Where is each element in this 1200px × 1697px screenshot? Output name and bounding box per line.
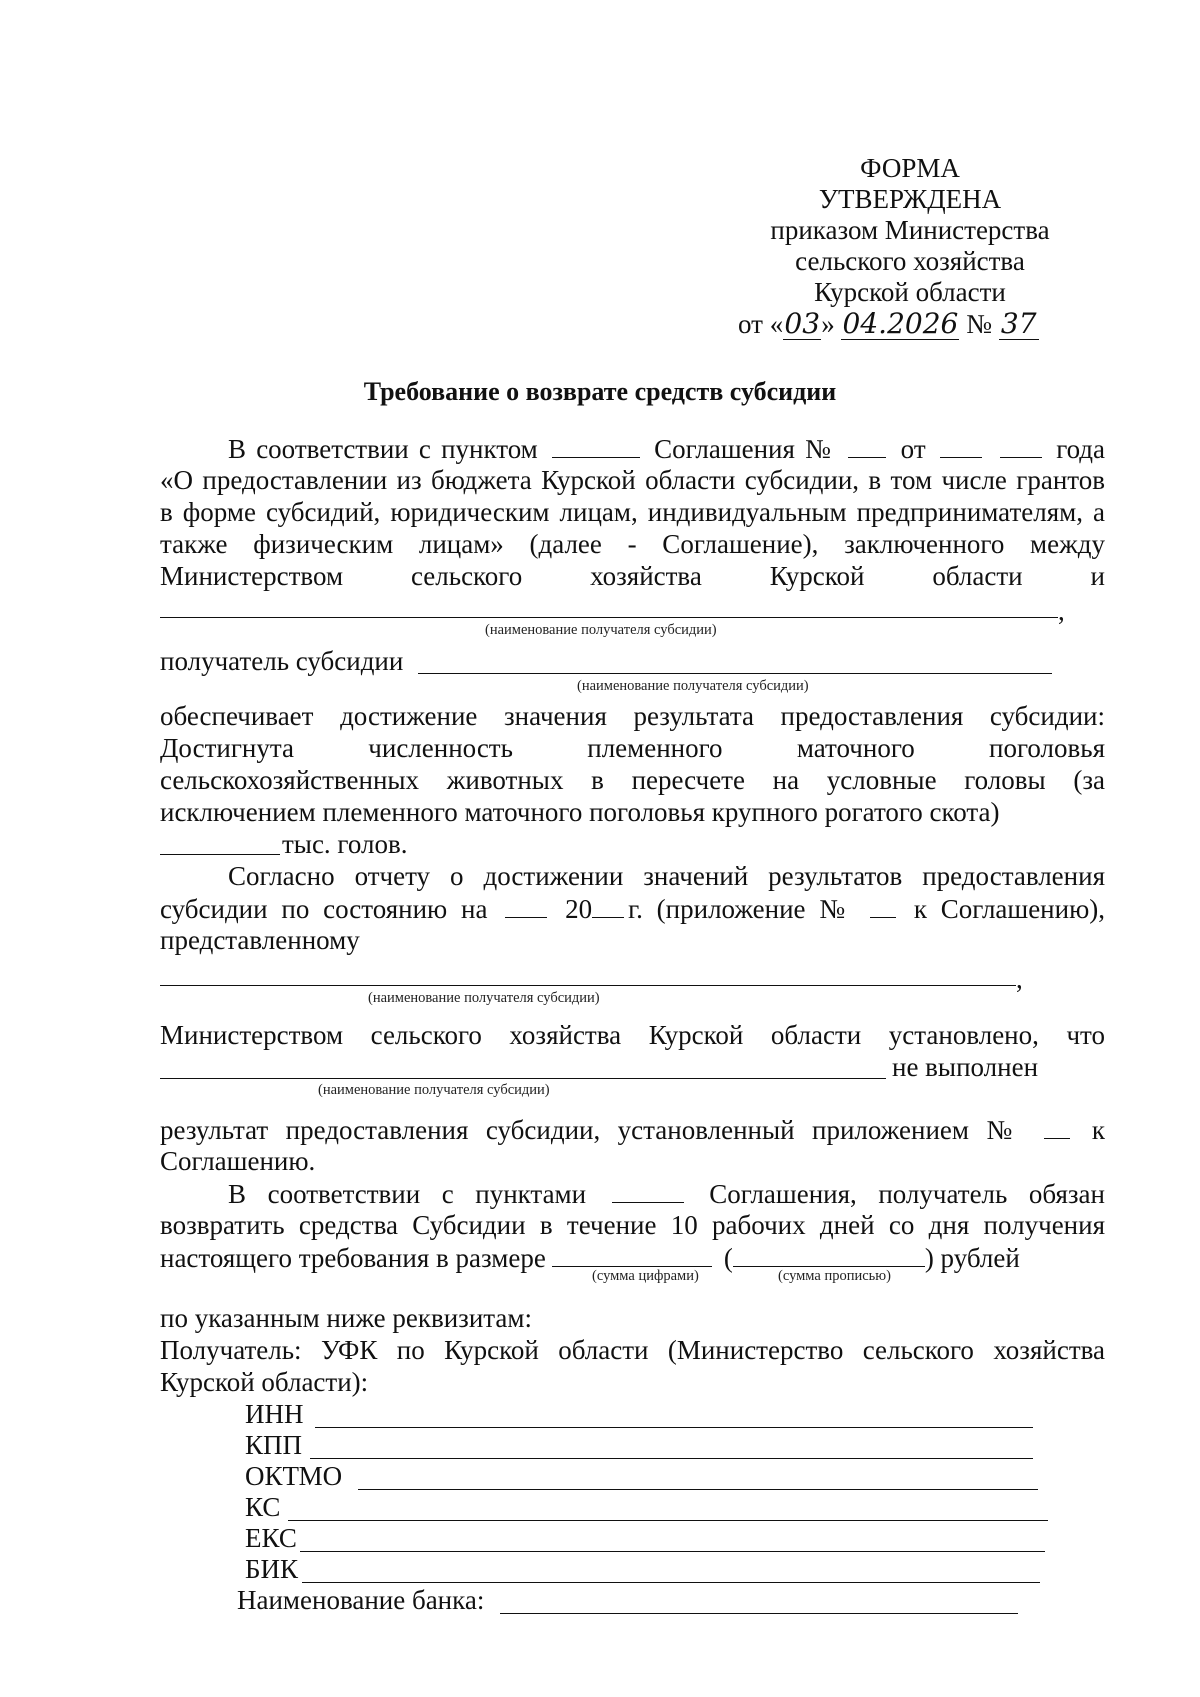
- para4-line3: [160, 1114, 1105, 1146]
- field-ks-label: КС: [245, 1492, 281, 1522]
- recipient-name-line-4: [160, 1078, 886, 1079]
- para1-text-a: В соответствии с пунктом: [228, 434, 538, 464]
- date-mid: »: [821, 309, 835, 339]
- field-oktmo-line[interactable]: [358, 1489, 1038, 1490]
- caption-amount-digits: (сумма цифрами): [592, 1268, 699, 1284]
- appendix-number-blank: [870, 893, 896, 918]
- amount-words-blank: [733, 1242, 925, 1267]
- field-eks-line[interactable]: [300, 1551, 1045, 1552]
- header-form-label: ФОРМА: [860, 153, 960, 183]
- caption-recipient-2: (наименование получателя субсидии): [577, 678, 809, 694]
- field-eks-label: ЕКС: [245, 1523, 297, 1553]
- amount-digits-blank: [552, 1242, 712, 1267]
- para3-text-a: субсидии по состоянию на: [160, 894, 488, 924]
- recipient-label: получатель субсидии: [160, 646, 404, 676]
- report-year-blank: [592, 893, 624, 918]
- field-bank-label: Наименование банка:: [237, 1585, 485, 1615]
- para6-line1: по указанным ниже реквизитам:: [160, 1303, 532, 1333]
- para2-line3: сельскохозяйственных животных в пересчете на условные головы (за: [160, 765, 1105, 795]
- header-approved-label: УТВЕРЖДЕНА: [818, 184, 1002, 214]
- para1-text-c: от: [900, 434, 926, 464]
- recipient-name-line-3: [160, 985, 1016, 986]
- para5-line2: возвратить средства Субсидии в течение 10 рабочих дней со дня получения: [160, 1210, 1105, 1240]
- para3-text-b: 20: [565, 894, 593, 924]
- field-ks-line[interactable]: [288, 1520, 1048, 1521]
- para1-line4: также физическим лицам» (далее - Соглашение), заключенного между: [160, 529, 1105, 559]
- para3-line2: [160, 893, 1105, 925]
- field-oktmo-label: ОКТМО: [245, 1461, 343, 1491]
- header-region-label: Курской области: [814, 277, 1006, 307]
- field-inn-line[interactable]: [315, 1427, 1033, 1428]
- para6-line2: Получатель: УФК по Курской области (Министерство сельского хозяйства: [160, 1335, 1105, 1365]
- para5-line1: [228, 1178, 1105, 1210]
- comma-2: ,: [1016, 964, 1023, 994]
- header-ministry-label: сельского хозяйства: [795, 246, 1025, 276]
- field-bik-line[interactable]: [302, 1582, 1040, 1583]
- para2-line5: тыс. голов.: [282, 829, 408, 859]
- comma-1: ,: [1058, 596, 1065, 626]
- number-label: №: [966, 309, 992, 339]
- para3-text-c: г. (приложение №: [628, 894, 853, 924]
- field-kpp-line[interactable]: [310, 1458, 1033, 1459]
- caption-recipient-4: (наименование получателя субсидии): [318, 1082, 550, 1098]
- para5-rubles: ) рублей: [924, 1243, 1020, 1273]
- para5-text-a2: настоящего требования в размере: [160, 1243, 546, 1273]
- para2-line1: обеспечивает достижение значения результата предоставления субсидии:: [160, 701, 1105, 731]
- para4-text-b: к: [1091, 1115, 1105, 1145]
- agreement-year-blank: [1000, 433, 1042, 458]
- recipient-name-line-2: [418, 673, 1052, 674]
- date-prefix: от «: [738, 309, 784, 339]
- para4-text-a: результат предоставления субсидии, установленный приложением №: [160, 1115, 1023, 1145]
- para3-text-d: к Соглашению),: [913, 894, 1105, 924]
- page-title: Требование о возврате средств субсидии: [363, 377, 837, 406]
- para5-text-a: В соответствии с пунктами: [228, 1179, 587, 1209]
- para5-text-b: Соглашения, получатель обязан: [709, 1179, 1105, 1209]
- para2-line2: Достигнута численность племенного маточного поголовья: [160, 733, 1105, 763]
- caption-recipient-3: (наименование получателя субсидии): [368, 990, 600, 1006]
- para5-open-paren: (: [723, 1243, 733, 1273]
- para4-not-fulfilled: не выполнен: [892, 1052, 1039, 1082]
- para1-line1: [228, 433, 1105, 465]
- date-day-handwritten: 03: [784, 307, 821, 340]
- para4-line4: Соглашению.: [160, 1146, 316, 1176]
- header-date-line: [738, 308, 1039, 340]
- number-handwritten: 37: [999, 308, 1039, 340]
- para3-line1: Согласно отчету о достижении значений результатов предоставления: [228, 861, 1105, 891]
- field-kpp-label: КПП: [245, 1430, 303, 1460]
- para1-line5: Министерством сельского хозяйства Курской области и: [160, 561, 1105, 591]
- recipient-name-line-1: [160, 617, 1058, 618]
- field-bank-line[interactable]: [500, 1613, 1018, 1614]
- para1-text-d: года: [1056, 434, 1106, 464]
- para4-line1: Министерством сельского хозяйства Курской области установлено, что: [160, 1020, 1105, 1050]
- para3-line3: представленному: [160, 925, 360, 955]
- field-inn-label: ИНН: [245, 1399, 304, 1429]
- clause-number-blank: [552, 433, 640, 458]
- para1-line2: «О предоставлении из бюджета Курской области субсидии, в том числе грантов: [160, 465, 1105, 495]
- para2-line4: исключением племенного маточного поголовья крупного рогатого скота): [160, 797, 1000, 827]
- report-date-blank: [505, 893, 547, 918]
- caption-recipient-1: (наименование получателя субсидии): [485, 622, 717, 638]
- field-bik-label: БИК: [245, 1554, 299, 1584]
- agreement-number-blank: [848, 433, 886, 458]
- clauses-blank: [612, 1178, 684, 1203]
- date-rest-handwritten: 04.2026: [842, 307, 959, 340]
- agreement-date-blank: [940, 433, 982, 458]
- para1-text-b: Соглашения №: [654, 434, 835, 464]
- appendix-number-blank-2: [1044, 1114, 1070, 1139]
- heads-count-blank: [160, 854, 280, 855]
- header-order-label: приказом Министерства: [770, 215, 1050, 245]
- para1-line3: в форме субсидий, юридическим лицам, индивидуальным предпринимателям, а: [160, 497, 1105, 527]
- para6-line3: Курской области):: [160, 1367, 369, 1397]
- caption-amount-words: (сумма прописью): [778, 1268, 891, 1284]
